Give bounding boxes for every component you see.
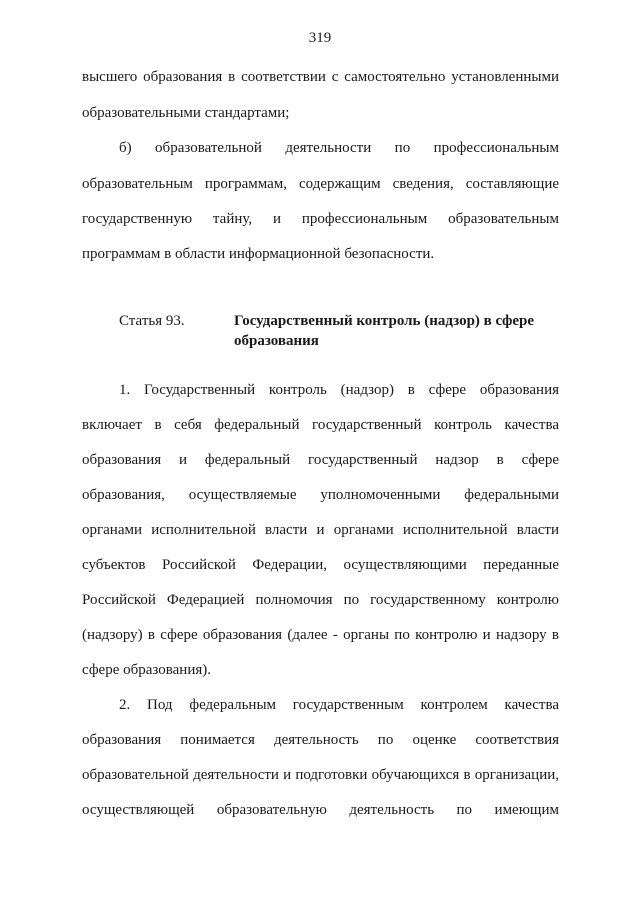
text-line: (надзору) в сфере образования (далее - органы по контролю и надзору в <box>82 627 559 643</box>
text-line: субъектов Российской Федерации, осуществляющими переданные <box>82 557 559 573</box>
text-line: образовательным программам, содержащим сведения, составляющие <box>82 176 559 192</box>
article-title: Государственный контроль (надзор) в сфере образования <box>234 313 535 349</box>
text-line: государственную тайну, и профессиональным образовательным <box>82 211 559 227</box>
text-line: б) образовательной деятельности по профессиональным <box>119 140 559 156</box>
article-label: Статья 93. <box>119 313 185 329</box>
text-line: включает в себя федеральный государственный контроль качества <box>82 417 559 433</box>
text-line: высшего образования в соответствии с самостоятельно установленными <box>82 69 559 85</box>
text-line: сфере образования). <box>82 662 211 678</box>
page-number: 319 <box>308 30 332 46</box>
text-line: образования понимается деятельность по оценке соответствия <box>82 732 559 748</box>
text-line: образования и федеральный государственный надзор в сфере <box>82 452 559 468</box>
text-line: образования, осуществляемые уполномоченными федеральными <box>82 487 559 503</box>
text-line: Российской Федерацией полномочия по государственному контролю <box>82 592 559 608</box>
text-line: программам в области информационной безопасности. <box>82 246 435 262</box>
text-line: образовательной деятельности и подготовки обучающихся в организации, <box>82 767 559 783</box>
text-line: 1. Государственный контроль (надзор) в сфере образования <box>119 382 559 398</box>
text-line: органами исполнительной власти и органами исполнительной власти <box>82 522 559 538</box>
text-line: 2. Под федеральным государственным контролем качества <box>119 697 559 713</box>
text-line: образовательными стандартами; <box>82 105 290 121</box>
text-line: осуществляющей образовательную деятельность по имеющим <box>82 802 559 818</box>
